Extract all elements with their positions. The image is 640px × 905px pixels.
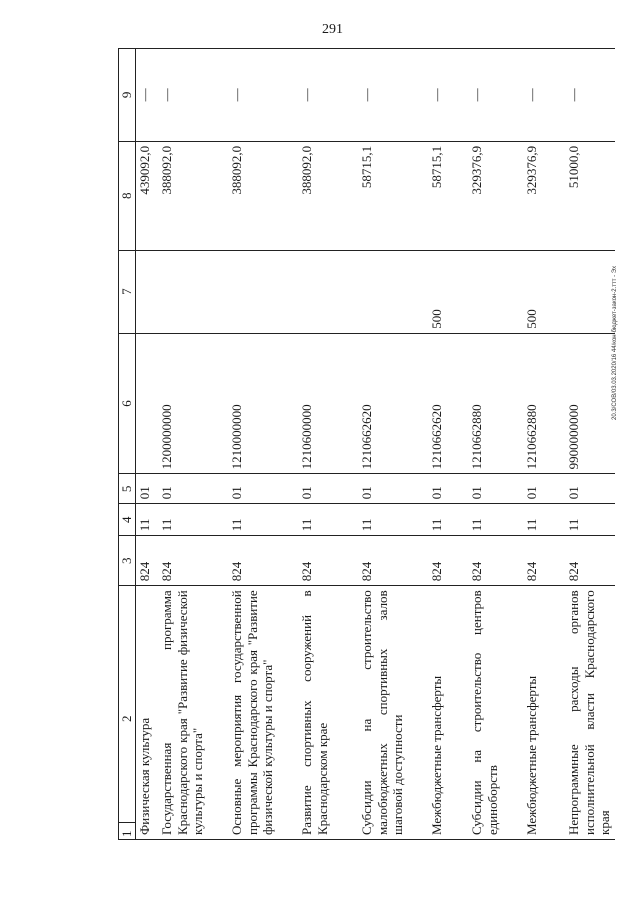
row-section-cell: 11 <box>157 504 227 536</box>
row-name-cell: Субсидии на строительство малобюджетных спортивных залов шаговой доступности <box>357 586 427 840</box>
row-expense-type-cell <box>564 250 615 333</box>
row-name-cell: Основные мероприятия государственной программы Краснодарского края "Развитие физической культуры и спорта" <box>227 586 297 840</box>
row-subsection-cell: 01 <box>467 474 522 504</box>
row-col9-cell: — <box>227 49 297 142</box>
row-target-code-cell: 1210662880 <box>467 333 522 474</box>
row-admin-code-cell: 824 <box>135 536 157 586</box>
row-target-code-cell: 9900000000 <box>564 333 615 474</box>
row-col9-cell: — <box>135 49 157 142</box>
row-admin-code-cell: 824 <box>522 536 564 586</box>
page-number: 291 <box>322 22 343 37</box>
row-admin-code-cell: 824 <box>227 536 297 586</box>
header-col-6: 6 <box>119 333 136 474</box>
row-subsection-cell: 01 <box>297 474 357 504</box>
row-subsection-cell: 01 <box>357 474 427 504</box>
row-expense-type-cell <box>297 250 357 333</box>
row-col9-cell: — <box>427 49 467 142</box>
row-expense-type-cell <box>357 250 427 333</box>
row-col9-cell: — <box>157 49 227 142</box>
row-section-cell: 11 <box>227 504 297 536</box>
table-row <box>564 49 615 840</box>
header-col-4: 4 <box>119 504 136 536</box>
table-row <box>357 49 427 840</box>
row-amount-cell: 388092,0 <box>297 141 357 250</box>
header-col-1: 1 <box>119 822 135 840</box>
row-expense-type-cell: 500 <box>522 250 564 333</box>
row-admin-code-cell: 824 <box>157 536 227 586</box>
row-amount-cell: 388092,0 <box>227 141 297 250</box>
row-name-cell: Физическая культура <box>135 586 157 840</box>
table-row <box>427 49 467 840</box>
row-target-code-cell: 1210662620 <box>357 333 427 474</box>
row-amount-cell: 58715,1 <box>357 141 427 250</box>
row-admin-code-cell: 824 <box>357 536 427 586</box>
row-section-cell: 11 <box>522 504 564 536</box>
row-section-cell: 11 <box>135 504 157 536</box>
table-row <box>227 49 297 840</box>
table-header-row <box>119 49 136 840</box>
header-col-2: 1 2 <box>119 586 136 840</box>
row-name-cell: Непрограммные расходы органов исполнительной власти Краснодарского края <box>564 586 615 840</box>
row-admin-code-cell: 824 <box>427 536 467 586</box>
row-section-cell: 11 <box>564 504 615 536</box>
row-col9-cell: — <box>357 49 427 142</box>
row-expense-type-cell <box>227 250 297 333</box>
row-target-code-cell <box>135 333 157 474</box>
row-expense-type-cell <box>467 250 522 333</box>
row-subsection-cell: 01 <box>522 474 564 504</box>
row-subsection-cell: 01 <box>135 474 157 504</box>
budget-table <box>118 48 615 840</box>
row-admin-code-cell: 824 <box>297 536 357 586</box>
header-col-8: 8 <box>119 141 136 250</box>
row-amount-cell: 388092,0 <box>157 141 227 250</box>
row-col9-cell: — <box>297 49 357 142</box>
row-subsection-cell: 01 <box>157 474 227 504</box>
row-expense-type-cell <box>135 250 157 333</box>
row-amount-cell: 329376,9 <box>522 141 564 250</box>
row-admin-code-cell: 824 <box>467 536 522 586</box>
row-amount-cell: 58715,1 <box>427 141 467 250</box>
table-row <box>157 49 227 840</box>
row-expense-type-cell: 500 <box>427 250 467 333</box>
budget-table-rotated <box>118 48 613 840</box>
row-target-code-cell: 1210662620 <box>427 333 467 474</box>
header-col-3: 3 <box>119 536 136 586</box>
row-target-code-cell: 1210662880 <box>522 333 564 474</box>
row-subsection-cell: 01 <box>227 474 297 504</box>
table-row <box>297 49 357 840</box>
row-admin-code-cell: 824 <box>564 536 615 586</box>
row-section-cell: 11 <box>467 504 522 536</box>
row-target-code-cell: 1200000000 <box>157 333 227 474</box>
row-name-cell: Межбюджетные трансферты <box>522 586 564 840</box>
header-col-9: 9 <box>119 49 136 142</box>
table-row <box>135 49 157 840</box>
row-name-cell: Субсидии на строительство центров единоборств <box>467 586 522 840</box>
row-name-cell: Межбюджетные трансферты <box>427 586 467 840</box>
row-amount-cell: 51000,0 <box>564 141 615 250</box>
row-col9-cell: — <box>522 49 564 142</box>
table-row <box>522 49 564 840</box>
row-name-cell: Государственная программа Краснодарского края "Развитие физической культуры и спорта" <box>157 586 227 840</box>
row-section-cell: 11 <box>427 504 467 536</box>
row-subsection-cell: 01 <box>427 474 467 504</box>
table-row <box>467 49 522 840</box>
row-target-code-cell: 1210000000 <box>227 333 297 474</box>
row-name-cell: Развитие спортивных сооружений в Краснодарском крае <box>297 586 357 840</box>
row-expense-type-cell <box>157 250 227 333</box>
row-col9-cell: — <box>564 49 615 142</box>
header-col-7: 7 <box>119 250 136 333</box>
row-section-cell: 11 <box>297 504 357 536</box>
row-target-code-cell: 1210600000 <box>297 333 357 474</box>
side-footer-code: 20.3/СОВ/03.03.2020/16 44/кон-бюджет-закон-2.ттт - Эх <box>612 265 618 420</box>
header-col-5: 5 <box>119 474 136 504</box>
row-subsection-cell: 01 <box>564 474 615 504</box>
row-col9-cell: — <box>467 49 522 142</box>
row-section-cell: 11 <box>357 504 427 536</box>
row-amount-cell: 439092,0 <box>135 141 157 250</box>
row-amount-cell: 329376,9 <box>467 141 522 250</box>
